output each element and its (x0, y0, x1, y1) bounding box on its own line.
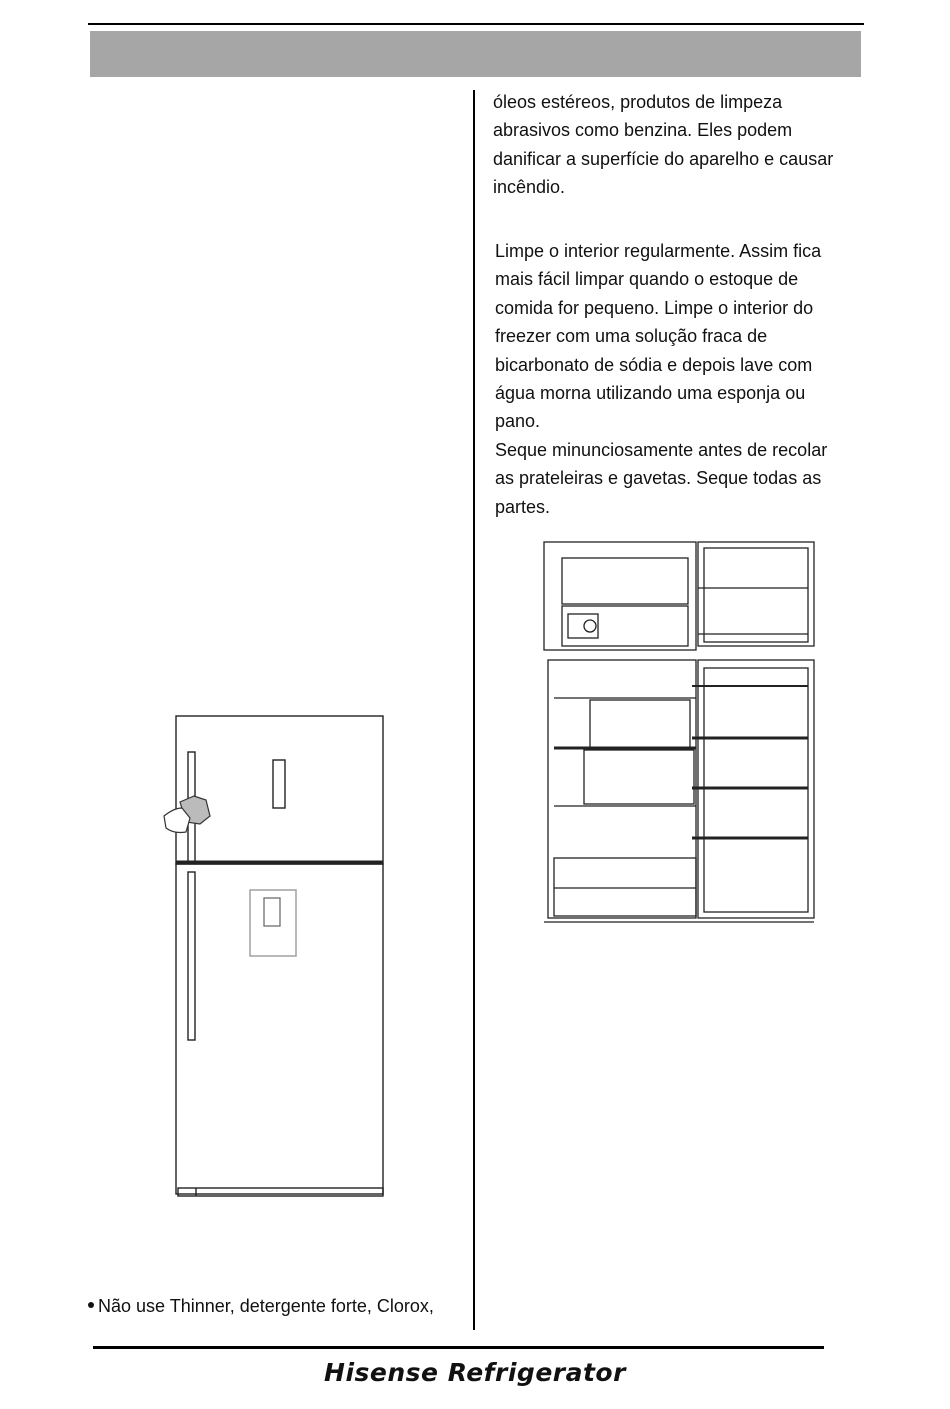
text-line: partes. (495, 496, 551, 517)
bullet-text: Não use Thinner, detergente forte, Clorox, (98, 1296, 434, 1316)
text-line: bicarbonato de sódia e depois lave com (495, 354, 813, 375)
text-line: óleos estéreos, produtos de limpeza (493, 92, 783, 112)
text-line: Seque minunciosamente antes de recolar (495, 439, 828, 460)
text-line: incêndio. (493, 177, 566, 198)
text-line: abrasivos como benzina. Eles podem (493, 120, 793, 141)
text-line: comida for pequeno. Limpe o interior do (495, 297, 814, 318)
top-rule (88, 23, 864, 25)
hand-with-cloth-icon (164, 796, 210, 833)
paragraph-cleaning-warning (493, 88, 863, 202)
bottom-rule (93, 1346, 824, 1349)
text-line: mais fácil limpar quando o estoque de (495, 269, 799, 290)
text-line: água morna utilizando uma esponja ou (495, 383, 806, 404)
column-divider (473, 90, 475, 1330)
text-line: freezer com uma solução fraca de (495, 326, 768, 347)
text-line: as prateleiras e gavetas. Seque todas as (495, 468, 822, 489)
closed-refrigerator-illustration (160, 712, 390, 1202)
bullet-warning (88, 1296, 434, 1317)
text-line: pano. (495, 411, 541, 432)
section-header-band (90, 31, 861, 77)
footer-brand: Hisense Refrigerator (324, 1358, 626, 1387)
open-refrigerator-illustration (540, 538, 820, 930)
paragraph-interior-cleaning (495, 237, 865, 521)
bullet-icon (88, 1302, 94, 1308)
text-line: Limpe o interior regularmente. Assim fica (495, 241, 822, 261)
text-line: danificar a superfície do aparelho e causar (493, 148, 834, 169)
